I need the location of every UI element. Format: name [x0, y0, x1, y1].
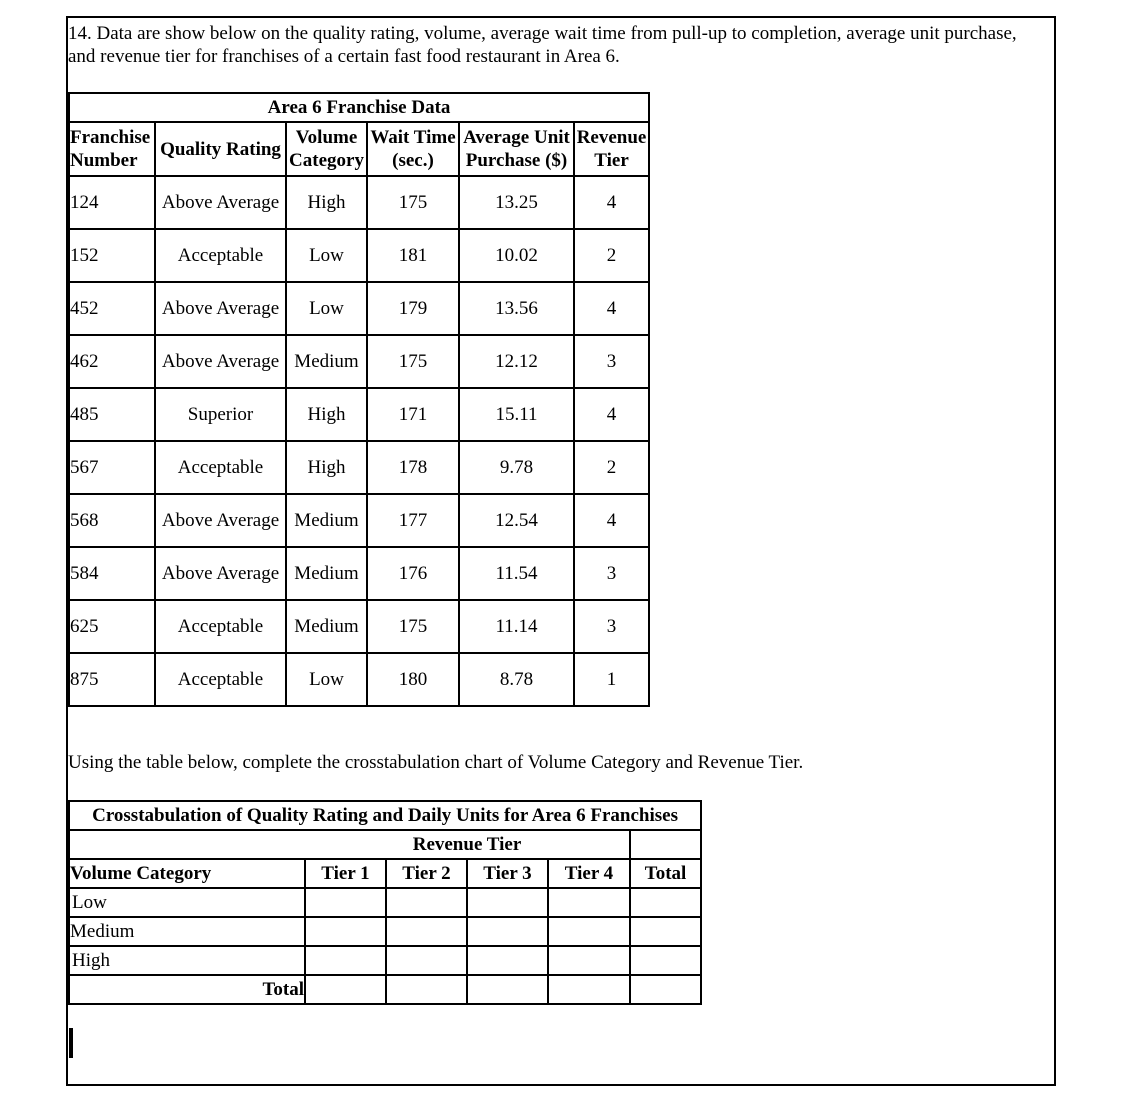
wait-time-cell: 179	[367, 282, 459, 335]
table-row	[69, 229, 649, 282]
crosstab-input-cell[interactable]	[305, 888, 386, 917]
quality-rating-cell: Acceptable	[155, 600, 286, 653]
wait-time-cell: 178	[367, 441, 459, 494]
header-revenue-tier: Revenue Tier	[574, 122, 649, 176]
quality-rating-cell: Above Average	[155, 494, 286, 547]
quality-rating-cell: Superior	[155, 388, 286, 441]
table-row	[69, 335, 649, 388]
volume-category-cell: Low	[286, 229, 367, 282]
franchise-number-cell: 485	[69, 388, 155, 441]
table-row	[69, 282, 649, 335]
table-row	[69, 441, 649, 494]
table-row	[69, 388, 649, 441]
crosstab-blank-cell	[630, 830, 701, 859]
revenue-tier-cell: 4	[574, 494, 649, 547]
document-page	[66, 16, 1056, 1086]
average-unit-purchase-cell: 11.54	[459, 547, 574, 600]
franchise-number-cell: 567	[69, 441, 155, 494]
crosstab-column-header: Tier 1	[305, 859, 386, 888]
wait-time-cell: 175	[367, 176, 459, 229]
franchise-number-cell: 584	[69, 547, 155, 600]
volume-category-cell: High	[286, 388, 367, 441]
header-wait-time: Wait Time (sec.)	[367, 122, 459, 176]
wait-time-cell: 181	[367, 229, 459, 282]
crosstab-input-cell[interactable]	[305, 946, 386, 975]
table-row	[69, 494, 649, 547]
crosstab-input-cell[interactable]	[386, 946, 467, 975]
average-unit-purchase-cell: 13.25	[459, 176, 574, 229]
revenue-tier-cell: 4	[574, 388, 649, 441]
crosstab-input-cell[interactable]	[386, 917, 467, 946]
volume-category-cell: Medium	[286, 494, 367, 547]
crosstab-row-label: Low	[69, 888, 305, 917]
crosstab-input-cell[interactable]	[630, 888, 701, 917]
crosstab-input-cell[interactable]	[305, 975, 386, 1004]
wait-time-cell: 180	[367, 653, 459, 706]
crosstab-input-cell[interactable]	[630, 946, 701, 975]
average-unit-purchase-cell: 10.02	[459, 229, 574, 282]
volume-category-cell: High	[286, 441, 367, 494]
crosstab-input-cell[interactable]	[630, 917, 701, 946]
crosstab-title: Crosstabulation of Quality Rating and Daily Units for Area 6 Franchises	[69, 801, 701, 830]
crosstab-input-cell[interactable]	[548, 975, 630, 1004]
question-text: 14. Data are show below on the quality rating, volume, average wait time from pull-up to completion, average unit purchase, and revenue tier for franchises of a certain fast food restaurant in Area 6.	[68, 23, 1017, 67]
crosstab-total-label: Total	[69, 975, 305, 1004]
crosstab-row	[69, 917, 701, 946]
revenue-tier-cell: 4	[574, 176, 649, 229]
quality-rating-cell: Above Average	[155, 282, 286, 335]
table-row	[69, 653, 649, 706]
crosstab-input-cell[interactable]	[630, 975, 701, 1004]
average-unit-purchase-cell: 13.56	[459, 282, 574, 335]
franchise-number-cell: 462	[69, 335, 155, 388]
average-unit-purchase-cell: 9.78	[459, 441, 574, 494]
average-unit-purchase-cell: 12.54	[459, 494, 574, 547]
volume-category-header: Volume Category	[69, 859, 305, 888]
header-quality-rating: Quality Rating	[155, 122, 286, 176]
revenue-tier-cell: 3	[574, 600, 649, 653]
revenue-tier-cell: 1	[574, 653, 649, 706]
revenue-tier-cell: 3	[574, 547, 649, 600]
quality-rating-cell: Above Average	[155, 176, 286, 229]
crosstab-row	[69, 946, 701, 975]
volume-category-cell: Low	[286, 282, 367, 335]
average-unit-purchase-cell: 11.14	[459, 600, 574, 653]
crosstab-input-cell[interactable]	[548, 888, 630, 917]
volume-category-cell: Medium	[286, 547, 367, 600]
average-unit-purchase-cell: 12.12	[459, 335, 574, 388]
quality-rating-cell: Acceptable	[155, 653, 286, 706]
wait-time-cell: 175	[367, 335, 459, 388]
instruction-text: Using the table below, complete the crosstabulation chart of Volume Category and Revenue Tier.	[68, 752, 804, 773]
volume-category-cell: Medium	[286, 335, 367, 388]
franchise-number-cell: 124	[69, 176, 155, 229]
revenue-tier-cell: 2	[574, 441, 649, 494]
crosstab-column-header: Tier 3	[467, 859, 548, 888]
revenue-tier-cell: 2	[574, 229, 649, 282]
crosstab-row-label: High	[69, 946, 305, 975]
franchise-data-table	[68, 92, 650, 707]
crosstab-input-cell[interactable]	[386, 975, 467, 1004]
text-cursor	[69, 1028, 73, 1058]
crosstab-input-cell[interactable]	[467, 946, 548, 975]
crosstab-total-row	[69, 975, 701, 1004]
franchise-number-cell: 625	[69, 600, 155, 653]
revenue-tier-cell: 3	[574, 335, 649, 388]
crosstab-row	[69, 888, 701, 917]
crosstab-input-cell[interactable]	[467, 975, 548, 1004]
header-volume-category: Volume Category	[286, 122, 367, 176]
wait-time-cell: 176	[367, 547, 459, 600]
crosstab-blank-cell	[69, 830, 305, 859]
franchise-number-cell: 152	[69, 229, 155, 282]
crosstab-input-cell[interactable]	[305, 917, 386, 946]
crosstab-table	[68, 800, 702, 1005]
quality-rating-cell: Above Average	[155, 547, 286, 600]
volume-category-cell: High	[286, 176, 367, 229]
franchise-number-cell: 568	[69, 494, 155, 547]
data-table-title: Area 6 Franchise Data	[69, 93, 649, 122]
average-unit-purchase-cell: 8.78	[459, 653, 574, 706]
crosstab-input-cell[interactable]	[548, 917, 630, 946]
franchise-number-cell: 452	[69, 282, 155, 335]
crosstab-column-header: Total	[630, 859, 701, 888]
table-row	[69, 600, 649, 653]
crosstab-column-header: Tier 4	[548, 859, 630, 888]
table-row	[69, 547, 649, 600]
crosstab-input-cell[interactable]	[386, 888, 467, 917]
wait-time-cell: 177	[367, 494, 459, 547]
wait-time-cell: 171	[367, 388, 459, 441]
crosstab-input-cell[interactable]	[467, 917, 548, 946]
crosstab-input-cell[interactable]	[467, 888, 548, 917]
average-unit-purchase-cell: 15.11	[459, 388, 574, 441]
crosstab-input-cell[interactable]	[548, 946, 630, 975]
revenue-tier-cell: 4	[574, 282, 649, 335]
header-average-unit-purchase: Average Unit Purchase ($)	[459, 122, 574, 176]
volume-category-cell: Low	[286, 653, 367, 706]
quality-rating-cell: Acceptable	[155, 229, 286, 282]
quality-rating-cell: Acceptable	[155, 441, 286, 494]
volume-category-cell: Medium	[286, 600, 367, 653]
quality-rating-cell: Above Average	[155, 335, 286, 388]
crosstab-column-header: Tier 2	[386, 859, 467, 888]
crosstab-row-label: Medium	[69, 917, 305, 946]
header-franchise-number: Franchise Number	[69, 122, 155, 176]
franchise-number-cell: 875	[69, 653, 155, 706]
revenue-tier-header: Revenue Tier	[305, 830, 630, 859]
table-row	[69, 176, 649, 229]
wait-time-cell: 175	[367, 600, 459, 653]
